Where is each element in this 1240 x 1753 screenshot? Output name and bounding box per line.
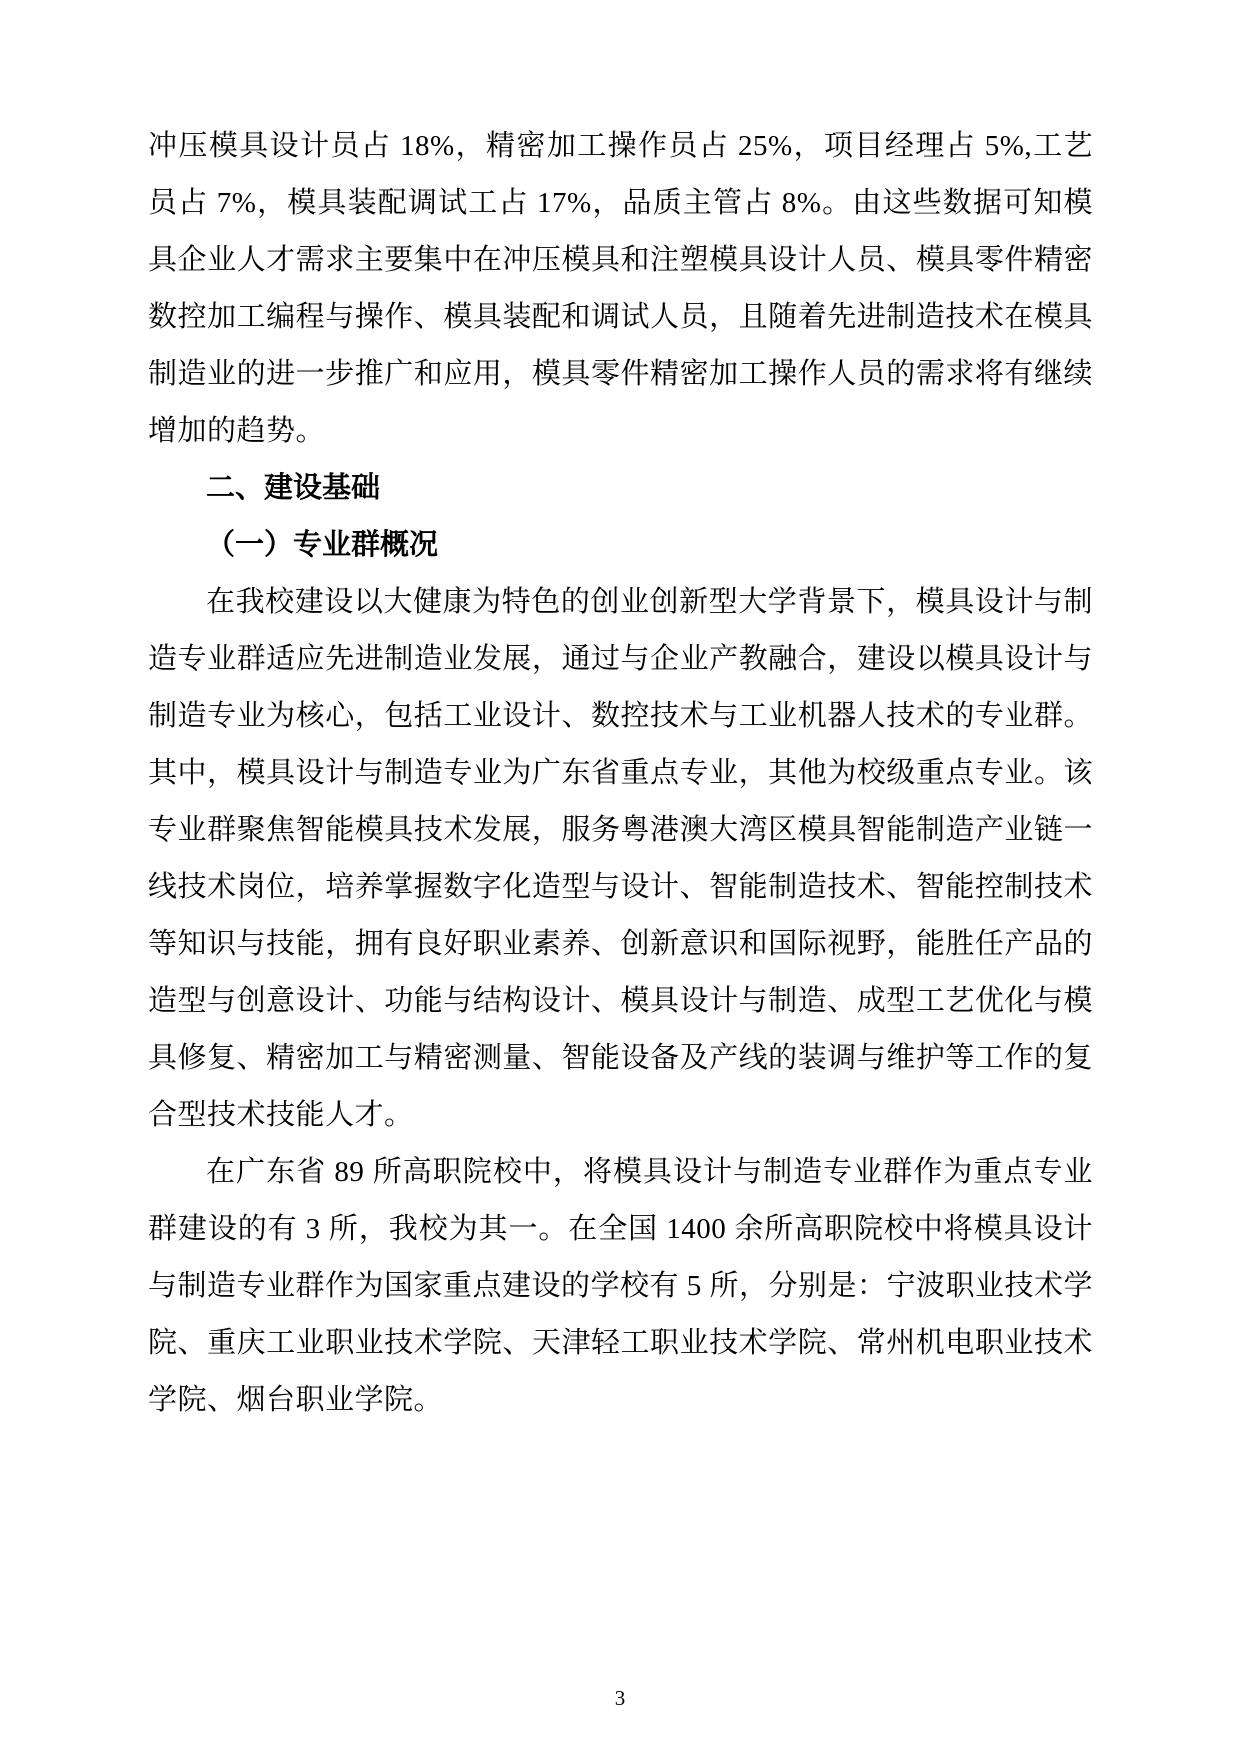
paragraph-talent-demand-stats: 冲压模具设计员占 18%，精密加工操作员占 25%，项目经理占 5%,工艺员占 7%，模具装配调试工占 17%，品质主管占 8%。由这些数据可知模具企业人才需求主要集中在冲压模具和注塑模具设计人员、模具零件精密数控加工编程与操作、模具装配和调试人员，且随着先进制造技术在模具制造业的进一步推广和应用，模具零件精密加工操作人员的需求将有继续增加的趋势。 [148, 130, 1093, 447]
paragraph-major-group-description: 在我校建设以大健康为特色的创业创新型大学背景下，模具设计与制造专业群适应先进制造业发展，通过与企业产教融合，建设以模具设计与制造专业为核心，包括工业设计、数控技术与工业机器人技术的专业群。其中，模具设计与制造专业为广东省重点专业，其他为校级重点专业。该专业群聚焦智能模具技术发展，服务粤港澳大湾区模具智能制造产业链一线技术岗位，培养掌握数字化造型与设计、智能制造技术、智能控制技术等知识与技能，拥有良好职业素养、创新意识和国际视野，能胜任产品的造型与创意设计、功能与结构设计、模具设计与制造、成型工艺优化与模具修复、精密加工与精密测量、智能设备及产线的装调与维护等工作的复合型技术技能人才。 [148, 586, 1093, 1131]
subsection-heading-major-group-overview: （一）专业群概况 [206, 529, 439, 561]
section-heading-construction-basis: 二、建设基础 [206, 472, 381, 504]
page-number: 3 [614, 1686, 626, 1710]
document-body [148, 118, 1093, 1429]
paragraph-key-schools: 在广东省 89 所高职院校中，将模具设计与制造专业群作为重点专业群建设的有 3 所，我校为其一。在全国 1400 余所高职院校中将模具设计与制造专业群作为国家重点建设的学校有 5 所，分别是：宁波职业技术学院、重庆工业职业技术学院、天津轻工职业技术学院、常州机电职业技术学院、烟台职业学院。 [148, 1156, 1094, 1416]
